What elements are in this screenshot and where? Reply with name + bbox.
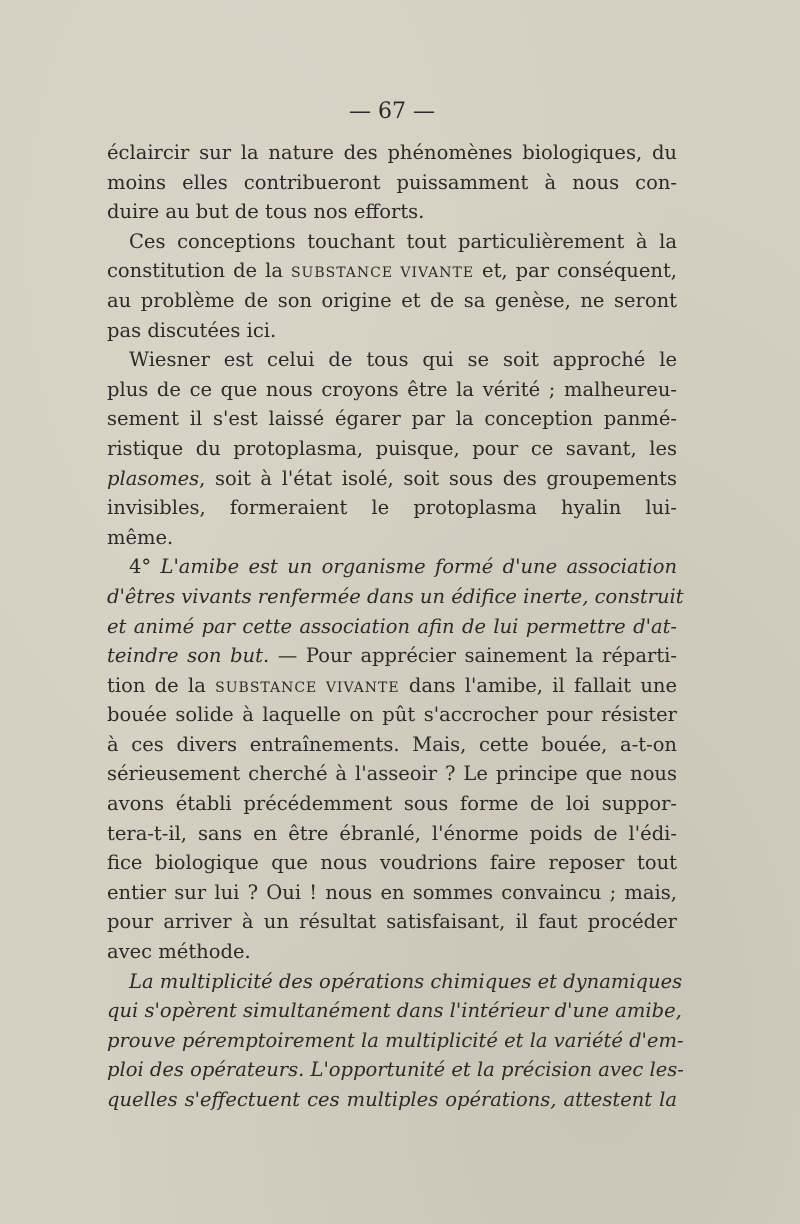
text-line — [107, 1055, 684, 1085]
text-line: même. — [107, 525, 174, 549]
text-line: à ces divers entraînements. Mais, cette bouée, a-t-on — [107, 732, 677, 756]
text-line: pour arriver à un résultat satisfaisant, il faut procéder — [107, 910, 677, 934]
text-line — [107, 464, 677, 494]
text-line: Ces conceptions touchant tout particulièrement à la — [129, 229, 677, 253]
text-line: duire au but de tous nos efforts. — [107, 200, 425, 224]
text-line: bouée solide à laquelle on pût s'accrocher pour résister — [107, 703, 677, 727]
small-caps-text: SUBSTANCE VIVANTE — [290, 265, 475, 282]
text-line — [107, 1026, 684, 1056]
text-line: Wiesner est celui de tous qui se soit approché le — [129, 348, 677, 372]
page-text — [107, 90, 684, 1115]
text-line: ristique du protoplasma, puisque, pour ce savant, les — [107, 436, 677, 460]
text-line: fice biologique que nous voudrions faire reposer tout — [107, 851, 677, 875]
text-line — [107, 996, 682, 1026]
text-run: et, par conséquent, — [474, 259, 678, 283]
text-run: tion de la — [107, 673, 216, 697]
italic-text: plasomes — [107, 466, 200, 490]
text-line: avec méthode. — [107, 940, 251, 964]
text-line — [107, 1085, 677, 1115]
text-line: sement il s'est laissé égarer par la conception panmé- — [107, 407, 677, 431]
text-run: 4° — [129, 555, 161, 579]
text-line: entier sur lui ? Oui ! nous en sommes convaincu ; mais, — [107, 880, 677, 904]
text-line — [107, 552, 677, 582]
text-line: tera-t-il, sans en être ébranlé, l'énorme poids de l'édi- — [107, 821, 677, 845]
text-run: dans l'amibe, il fallait une — [399, 673, 677, 697]
text-line — [107, 612, 677, 642]
text-line: moins elles contribueront puissamment à nous con- — [107, 170, 677, 194]
small-caps-text: SUBSTANCE VIVANTE — [215, 679, 400, 696]
italic-text: d'êtres vivants renfermée dans un édifice inerte, construit — [107, 584, 684, 608]
italic-text: teindre son but. — [107, 644, 270, 668]
text-line: invisibles, formeraient le protoplasma hyalin lui- — [107, 496, 677, 520]
italic-text: La multiplicité des opérations chimiques et dynamiques — [129, 969, 683, 993]
italic-text: et animé par cette association afin de lui permettre d'at- — [107, 614, 677, 638]
italic-text: prouve péremptoirement la multiplicité et la variété d'em- — [107, 1028, 684, 1052]
text-line: éclaircir sur la nature des phénomènes biologiques, du — [107, 141, 677, 164]
italic-text: quelles s'effectuent ces multiples opérations, attestent la — [107, 1088, 677, 1111]
text-line — [107, 967, 683, 997]
body-paragraphs — [107, 138, 684, 1115]
text-line: plus de ce que nous croyons être la vérité ; malheureu- — [107, 377, 677, 401]
text-line: avons établi précédemment sous forme de loi suppor- — [107, 792, 677, 816]
italic-text: qui s'opèrent simultanément dans l'intérieur d'une amibe, — [107, 999, 682, 1023]
text-run: , soit à l'état isolé, soit sous des groupements — [199, 466, 677, 490]
text-run: constitution de la — [107, 259, 291, 283]
text-line: sérieusement cherché à l'asseoir ? Le principe que nous — [107, 762, 677, 786]
italic-text: L'amibe est un organisme formé d'une association — [160, 555, 678, 579]
text-line — [107, 671, 677, 701]
text-line — [107, 641, 677, 671]
text-line: au problème de son origine et de sa genèse, ne seront — [107, 288, 677, 312]
page-number: — 67 — — [349, 99, 435, 124]
text-line: pas discutées ici. — [107, 318, 277, 342]
text-run: — Pour apprécier sainement la réparti- — [269, 644, 677, 668]
italic-text: ploi des opérateurs. L'opportunité et la précision avec les- — [107, 1058, 684, 1082]
text-line — [107, 256, 677, 286]
text-line — [107, 582, 684, 612]
